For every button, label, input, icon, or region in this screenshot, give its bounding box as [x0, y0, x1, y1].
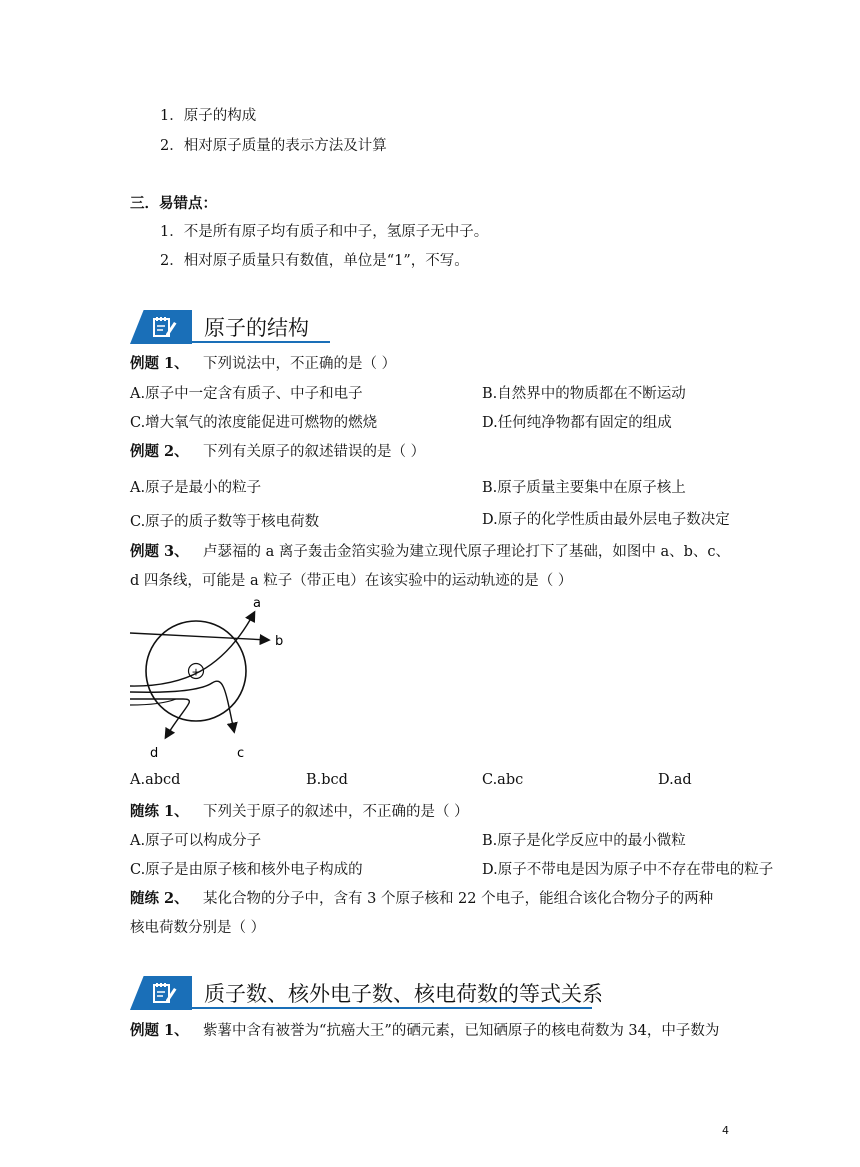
label-b: b: [275, 634, 284, 649]
section-title: 质子数、核外电子数、核电荷数的等式关系: [204, 982, 603, 1006]
option-d: D.原子不带电是因为原子中不存在带电的粒子: [482, 862, 774, 878]
intro-item: 2．相对原子质量的表示方法及计算: [160, 138, 387, 154]
trajectory-extra: [130, 699, 176, 705]
intro-item: 1．原子的构成: [160, 108, 257, 124]
notepad-pencil-icon: [152, 981, 178, 1005]
question-label: 例题 1、: [130, 355, 189, 372]
trajectory-a: [130, 613, 254, 686]
section-underline: [192, 1007, 592, 1009]
question-label: 例题 1、: [130, 1022, 189, 1039]
section-header-equality: [130, 976, 630, 1010]
option-c: C.abc: [482, 772, 524, 788]
error-item: 2．相对原子质量只有数值，单位是“1”，不写。: [160, 253, 469, 269]
error-section-title: 三．易错点：: [130, 195, 217, 212]
section-header-atom-structure: [130, 310, 330, 344]
rutherford-scattering-figure: [128, 595, 298, 765]
option-c: C.原子是由原子核和核外电子构成的: [130, 862, 363, 878]
notepad-pencil-icon: [152, 315, 178, 339]
label-d: d: [150, 746, 159, 761]
error-item: 1．不是所有原子均有质子和中子，氢原子无中子。: [160, 224, 489, 240]
question-label: 例题 2、: [130, 443, 189, 460]
option-d: D.原子的化学性质由最外层电子数决定: [482, 512, 730, 528]
section-title: 原子的结构: [204, 316, 309, 340]
option-b: B.自然界中的物质都在不断运动: [482, 386, 686, 402]
question-text-continued: d 四条线，可能是 a 粒子（带正电）在该实验中的运动轨迹的是（ ）: [130, 573, 573, 589]
practice-label: 随练 2、: [130, 890, 189, 907]
option-b: B.原子质量主要集中在原子核上: [482, 480, 686, 496]
option-a: A.原子可以构成分子: [130, 833, 262, 849]
practice-text: 下列关于原子的叙述中，不正确的是（ ）: [203, 804, 469, 820]
practice-text-continued: 核电荷数分别是（ ）: [130, 920, 266, 936]
nucleus-charge-label: +: [191, 665, 201, 679]
option-b: B.bcd: [306, 772, 348, 788]
page-number: 4: [722, 1124, 729, 1137]
trajectory-c: [130, 681, 234, 731]
question-text: 下列有关原子的叙述错误的是（ ）: [203, 444, 426, 460]
question-text: 卢瑟福的 a 离子轰击金箔实验为建立现代原子理论打下了基础，如图中 a、b、c、: [203, 544, 731, 560]
trajectory-b: [130, 633, 268, 640]
option-a: A.原子中一定含有质子、中子和电子: [130, 386, 363, 402]
option-d: D.ad: [658, 772, 692, 788]
question-text: 紫薯中含有被誉为“抗癌大王”的硒元素，已知硒原子的核电荷数为 34，中子数为: [203, 1023, 720, 1039]
label-a: a: [253, 596, 261, 611]
practice-label: 随练 1、: [130, 803, 189, 820]
section-underline: [192, 341, 330, 343]
question-text: 下列说法中，不正确的是（ ）: [203, 356, 397, 372]
label-c: c: [237, 746, 245, 761]
option-d: D.任何纯净物都有固定的组成: [482, 415, 672, 431]
option-c: C.原子的质子数等于核电荷数: [130, 514, 320, 530]
question-label: 例题 3、: [130, 543, 189, 560]
option-a: A.原子是最小的粒子: [130, 480, 262, 496]
practice-text: 某化合物的分子中，含有 3 个原子核和 22 个电子，能组合该化合物分子的两种: [203, 891, 714, 907]
option-a: A.abcd: [130, 772, 181, 788]
option-b: B.原子是化学反应中的最小微粒: [482, 833, 686, 849]
option-c: C.增大氧气的浓度能促进可燃物的燃烧: [130, 415, 378, 431]
